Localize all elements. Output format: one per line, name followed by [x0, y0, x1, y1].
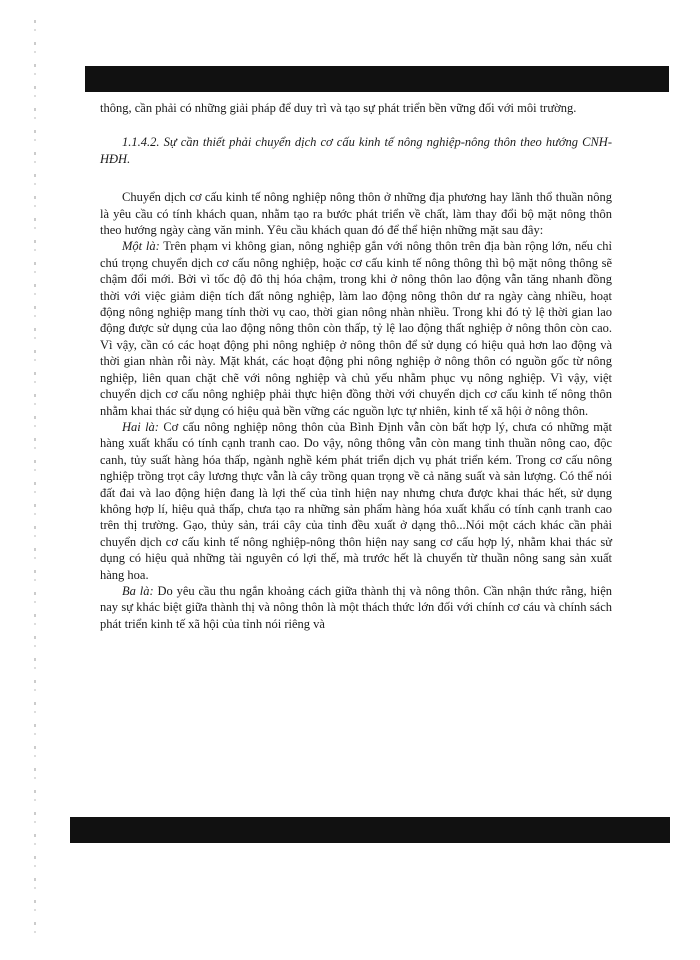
- paragraph-3: [100, 419, 612, 583]
- paragraph-4: [100, 583, 612, 632]
- paragraph-3-lead: Hai là:: [122, 419, 159, 434]
- paragraph-1: Chuyển dịch cơ cấu kinh tế nông nghiệp nông thôn ở những địa phương hay lãnh thổ thuần nông là yêu cầu có tính khách quan, nhằm tạo ra bước phát triển về chất, làm thay đổi bộ mặt nông thôn theo hướng ngày càng văn minh. Yêu cầu khách quan đó để thể hiện những mặt sau đây:: [100, 190, 612, 238]
- intro-paragraph: thông, cần phải có những giải pháp để duy trì và tạo sự phát triển bền vững đối với môi trường.: [100, 101, 577, 115]
- paragraph-2-body: Trên phạm vi không gian, nông nghiệp gắn với nông thôn trên địa bàn rộng lớn, nếu chỉ chú trọng chuyển dịch cơ cấu nông nghiệp, hoặc cơ cấu kinh tế nông thông thì bộ mặt nông thông sẽ chậm đổi mới. Bởi vì tốc độ đô thị hóa chậm, trong khi ở nông thôn lao động vẫn tăng nhanh đồng thời với việc giảm diện tích đất nông nghiệp, làm lao động nông thôn dư ra ngày càng nhiều, hoạt động nông nghiệp mang tính thời vụ cao, thời gian nông nhàn nhiều. Trong khi đó tỷ lệ thời gian lao động được sử dụng của lao động nông thôn còn thấp, tỷ lệ lao động thất nghiệp ở nông thôn còn cao. Vì vậy, cần có các hoạt động phi nông nghiệp ở nông thôn để sử dụng có hiệu quả hơn lao động và thời gian nhàn rỗi này. Mặt khát, các hoạt động phi nông nghiệp ở nông thôn có nguồn gốc từ nông nghiệp, liên quan chặt chẽ với nông nghiệp và chủ yếu nhằm phục vụ nông nghiệp. Vì vậy, việt chuyển dịch cơ cấu nông nghiệp phải thực hiện đồng thời với chuyển dịch cơ cấu kinh tế nông thôn nhằm khai thác sử dụng có hiệu quả bền vững các nguồn lực tự nhiên, kinh tế xã hội ở nông thôn.: [100, 239, 613, 418]
- scan-edge-artifact: [34, 20, 36, 940]
- footer-black-bar: [70, 817, 670, 843]
- paragraph-2-lead: Một là:: [122, 239, 160, 254]
- paragraph-3-body: Cơ cấu nông nghiệp nông thôn của Bình Định vẫn còn bất hợp lý, chưa có những mặt hàng xuất khẩu có tính cạnh tranh cao. Do vậy, nông thông vẫn còn mang tinh thuần nông cao, độc canh, tủy suất hàng hóa thấp, ngành nghề kém phát triển dịch vụ phát triển kém. Trong cơ cấu nông nghiệp trồng trọt cây lương thực vẫn là cây trồng quan trọng về cả năng suất và sản lượng. Có thể nói đất đai và lao động hiện đang là lợi thế của tỉnh hiện nay nhưng chưa được khai thác hết, sử dụng không hợp lí, hiệu quả thấp, chưa tạo ra những sản phẩm hàng hóa xuất khẩu có tính cạnh tranh cao trên thị trường. Gạo, thủy sản, trái cây của tỉnh đều xuất ở dạng thô...Nói một cách khác cần phải chuyển dịch cơ cấu kinh tế nông nghiệp-nông thôn hiện nay sang cơ cấu hợp lý, nhằm khai thác sử dụng có hiệu quả những tài nguyên có lợi thế, mà trước hết là chuyển từ thuần nông sang sản xuất hàng hoa.: [100, 419, 612, 582]
- paragraph-4-lead: Ba là:: [122, 583, 154, 598]
- document-body: [100, 100, 612, 632]
- header-black-bar: [85, 66, 669, 92]
- paragraph-4-body: Do yêu cầu thu ngắn khoảng cách giữa thành thị và nông thôn. Cần nhận thức rằng, hiện nay sự khác biệt giữa thành thị và nông thôn là một thách thức lớn đối với chính cơ cáu và chính sách phát triển kinh tế xã hội của tỉnh nói riêng và: [100, 583, 612, 631]
- paragraph-2: [100, 238, 612, 418]
- section-heading: 1.1.4.2. Sự cần thiết phải chuyển dịch cơ cấu kinh tế nông nghiệp-nông thôn theo hướng CNH-HĐH.: [100, 135, 612, 166]
